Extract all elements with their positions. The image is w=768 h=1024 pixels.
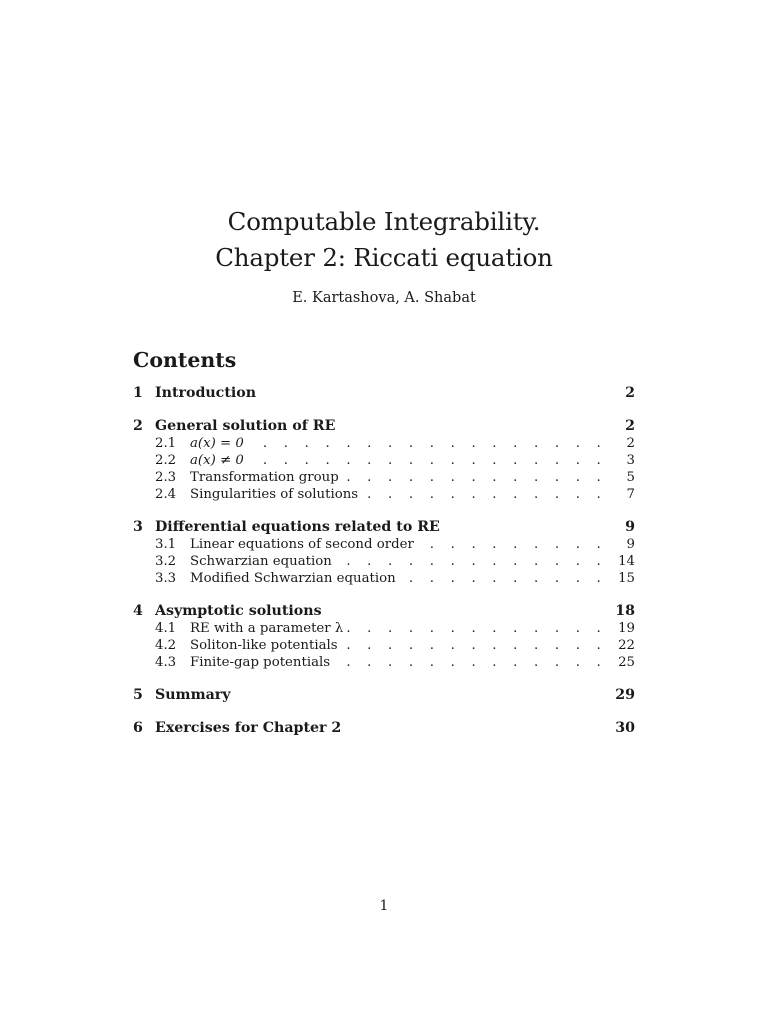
toc-section-entry-exercises[interactable] <box>133 719 635 737</box>
toc-section <box>133 719 635 737</box>
dot-leader <box>248 452 607 469</box>
toc-subsection-entry[interactable] <box>133 469 635 486</box>
subsection-title: RE with a parameter λ <box>190 621 344 636</box>
dot-leader <box>362 486 607 503</box>
toc-subsection-entry[interactable] <box>133 654 635 671</box>
toc-subsection-entry[interactable] <box>133 452 635 469</box>
subsection-number: 4.1 <box>155 621 177 636</box>
section-title: General solution of RE <box>155 418 336 434</box>
toc-section-entry-introduction[interactable] <box>133 384 635 402</box>
section-page: 2 <box>625 418 635 434</box>
section-title: Summary <box>155 687 231 703</box>
section-title: Introduction <box>155 385 257 401</box>
toc-section-entry-asymptotic-solutions[interactable] <box>133 602 635 620</box>
subsection-number: 2.4 <box>155 487 177 502</box>
contents-heading: Contents <box>133 348 237 372</box>
toc-subsection-entry[interactable] <box>133 486 635 503</box>
subsection-number: 2.1 <box>155 436 177 451</box>
dot-leader <box>400 570 607 587</box>
subsection-number: 3.1 <box>155 537 177 552</box>
table-of-contents <box>133 384 635 752</box>
title-line-1: Computable Integrability. <box>227 207 541 236</box>
subsection-title: a(x) ≠ 0 <box>190 453 244 468</box>
page-number: 1 <box>379 898 389 914</box>
dot-leader <box>342 637 607 654</box>
section-number: 4 <box>133 603 143 619</box>
section-number: 6 <box>133 720 143 736</box>
section-title: Exercises for Chapter 2 <box>155 720 342 736</box>
dot-leader <box>418 536 607 553</box>
toc-section <box>133 384 635 402</box>
section-title: Asymptotic solutions <box>155 603 322 619</box>
subsection-page: 5 <box>626 470 635 485</box>
dot-leader <box>336 553 607 570</box>
toc-section-entry-differential-equations[interactable] <box>133 518 635 536</box>
section-page: 18 <box>615 603 635 619</box>
dot-leader <box>343 469 607 486</box>
toc-subsection-entry[interactable] <box>133 536 635 553</box>
document-title <box>0 204 768 276</box>
toc-section <box>133 417 635 503</box>
subsection-number: 2.2 <box>155 453 177 468</box>
subsection-title: Soliton-like potentials <box>190 638 338 653</box>
section-page: 29 <box>615 687 635 703</box>
subsection-title: Finite-gap potentials <box>190 655 331 670</box>
section-number: 2 <box>133 418 143 434</box>
subsection-title: Modified Schwarzian equation <box>190 571 396 586</box>
subsection-title: Linear equations of second order <box>190 537 414 552</box>
toc-subsection-entry[interactable] <box>133 435 635 452</box>
subsection-page: 2 <box>626 436 635 451</box>
subsection-page: 15 <box>618 571 635 586</box>
subsection-title: Singularities of solutions <box>190 487 359 502</box>
dot-leader <box>248 435 607 452</box>
section-page: 30 <box>615 720 635 736</box>
subsection-number: 4.2 <box>155 638 177 653</box>
subsection-number: 4.3 <box>155 655 177 670</box>
subsection-title: Transformation group <box>190 470 339 485</box>
toc-subsection-entry[interactable] <box>133 553 635 570</box>
dot-leader <box>347 620 607 637</box>
toc-section-entry-general-solution[interactable] <box>133 417 635 435</box>
section-number: 3 <box>133 519 143 535</box>
toc-subsection-entry[interactable] <box>133 637 635 654</box>
subsection-number: 3.3 <box>155 571 177 586</box>
section-page: 9 <box>625 519 635 535</box>
toc-subsection-entry[interactable] <box>133 570 635 587</box>
section-number: 5 <box>133 687 143 703</box>
subsection-number: 2.3 <box>155 470 177 485</box>
subsection-title: Schwarzian equation <box>190 554 332 569</box>
section-title: Differential equations related to RE <box>155 519 440 535</box>
subsection-title: a(x) = 0 <box>190 436 244 451</box>
subsection-number: 3.2 <box>155 554 177 569</box>
toc-section <box>133 602 635 671</box>
toc-section <box>133 518 635 587</box>
subsection-page: 3 <box>626 453 635 468</box>
section-number: 1 <box>133 385 143 401</box>
toc-section <box>133 686 635 704</box>
authors: E. Kartashova, A. Shabat <box>292 290 476 306</box>
toc-subsection-entry[interactable] <box>133 620 635 637</box>
subsection-page: 25 <box>618 655 635 670</box>
subsection-page: 7 <box>626 487 635 502</box>
subsection-page: 9 <box>626 537 635 552</box>
title-line-2: Chapter 2: Riccati equation <box>215 243 553 272</box>
section-page: 2 <box>625 385 635 401</box>
toc-section-entry-summary[interactable] <box>133 686 635 704</box>
subsection-page: 19 <box>618 621 635 636</box>
dot-leader <box>334 654 607 671</box>
subsection-page: 22 <box>618 638 635 653</box>
subsection-page: 14 <box>618 554 635 569</box>
